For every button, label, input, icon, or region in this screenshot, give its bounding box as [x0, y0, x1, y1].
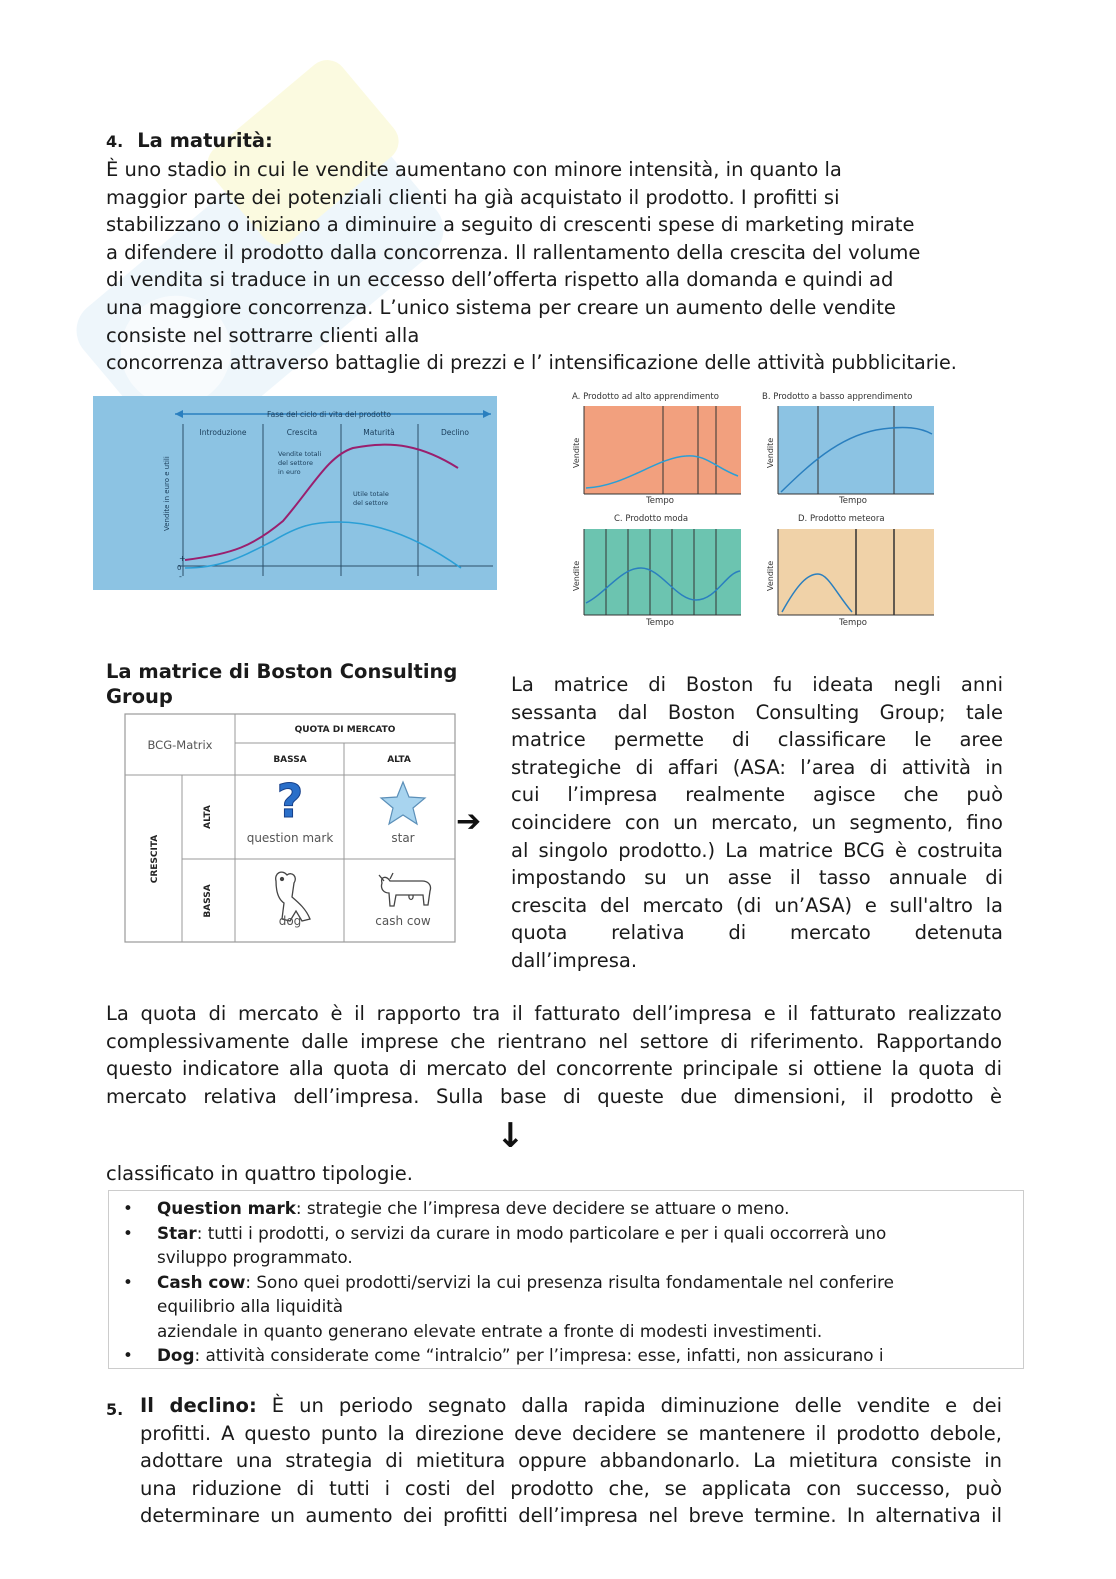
- row-alta: ALTA: [203, 805, 213, 829]
- arrow-right-icon: ➔: [456, 804, 482, 839]
- star-label: star: [391, 831, 415, 845]
- profit-label-1: Utile totale: [353, 490, 389, 498]
- sales-label-2: del settore: [278, 459, 313, 467]
- text-line: di vendita si traduce in un eccesso dell’offerta rispetto alla domanda e quindi ad: [106, 268, 894, 292]
- panel-a-ylabel: Vendite: [572, 437, 581, 468]
- panel-b-ylabel: Vendite: [766, 437, 775, 468]
- text-line: al singolo prodotto.) La matrice BCG è costruita: [511, 838, 1003, 862]
- text-line: La quota di mercato è il rapporto tra il fatturato dell’impresa e il fatturato realizzato: [106, 1002, 1002, 1025]
- quota-after: [106, 1160, 413, 1188]
- section-5-number: 5.: [106, 1400, 124, 1419]
- product-lifecycle-figure: [93, 396, 497, 590]
- text-line: crescita del mercato (di un’ASA) e sull'altro la: [511, 893, 1003, 917]
- section-4-paragraph: [106, 156, 1016, 377]
- phase-crescita: Crescita: [286, 428, 318, 437]
- sales-label-1: Vendite totali: [278, 450, 322, 458]
- term: Dog: [157, 1345, 195, 1365]
- term: Star: [157, 1222, 197, 1243]
- text-line: sessanta dal Boston Consulting Group; tale: [511, 700, 1003, 724]
- cash-cow-label: cash cow: [375, 914, 431, 928]
- panel-c-xlabel: Tempo: [646, 618, 674, 628]
- text-line: La matrice di Boston fu ideata negli anni: [511, 673, 1003, 696]
- list-item: [109, 1270, 1023, 1344]
- panel-a-xlabel: Tempo: [646, 496, 674, 506]
- bcg-matrix: [124, 713, 458, 945]
- list-item: [109, 1343, 1023, 1368]
- text-line: stabilizzano o iniziano a diminuire a seguito di crescenti spese di marketing mirate: [106, 213, 915, 237]
- text-line: classificato in quattro tipologie.: [106, 1162, 413, 1185]
- bullet: •: [123, 1345, 133, 1365]
- question-mark-icon: ?: [276, 774, 304, 828]
- text-line: quota relativa di mercato detenuta: [511, 921, 1003, 945]
- text-line: questo indicatore alla quota di mercato del concorrente principale si ottiene la quota di: [106, 1057, 1002, 1081]
- panel-d-xlabel: Tempo: [839, 618, 867, 628]
- bullet: •: [123, 1271, 133, 1292]
- bullet: •: [123, 1222, 133, 1243]
- panel-a-title: A. Prodotto ad alto apprendimento: [572, 392, 719, 402]
- text-line: una maggiore concorrenza. L’unico sistema per creare un aumento delle vendite: [106, 295, 896, 319]
- definition: equilibrio alla liquidità: [157, 1296, 344, 1316]
- text-line: mercato relativa dell’impresa. Sulla base di queste due dimensioni, il prodotto è: [106, 1084, 1002, 1108]
- quota-header: QUOTA DI MERCATO: [294, 725, 396, 735]
- text-line: determinare un aumento dei profitti dell’impresa nel breve termine. In alternativa il: [140, 1504, 1002, 1528]
- text-line: dall’impresa.: [511, 948, 638, 972]
- bcg-title-line: La matrice di Boston Consulting: [106, 660, 458, 683]
- definition: : strategie che l’impresa deve decidere se attuare o meno.: [295, 1198, 790, 1218]
- phase-introduzione: Introduzione: [199, 428, 247, 437]
- list-item: [109, 1196, 1023, 1221]
- bcg-title-line: Group: [106, 685, 173, 708]
- col-bassa: BASSA: [273, 755, 307, 765]
- text-line: [140, 1392, 1002, 1420]
- text-line: impostando su un asse il tasso annuale di: [511, 866, 1003, 890]
- crescita-label: CRESCITA: [150, 834, 160, 884]
- panel-b-title: B. Prodotto a basso apprendimento: [762, 392, 913, 402]
- text-line: maggior parte dei potenziali clienti ha già acquistato il prodotto. I profitti si: [106, 185, 840, 209]
- panel-c-title: C. Prodotto moda: [614, 514, 689, 524]
- term: Question mark: [157, 1198, 296, 1218]
- definition: sviluppo programmato.: [157, 1247, 353, 1267]
- definition: : tutti i prodotti, o servizi da curare in modo particolare e per i quali occorrerà uno: [196, 1222, 887, 1243]
- text-line: profitti. A questo punto la direzione deve decidere se mantenere il prodotto debole,: [140, 1421, 1002, 1445]
- text-line: complessivamente dalle imprese che rientrano nel settore di riferimento. Rapportando: [106, 1029, 1002, 1053]
- text-line: consiste nel sottrarre clienti alla: [106, 323, 420, 347]
- axis-minus: -: [179, 572, 182, 581]
- definition: aziendale in quanto generano elevate entrate a fronte di modesti investimenti.: [157, 1320, 823, 1341]
- bcg-title: [106, 659, 496, 709]
- profit-label-2: del settore: [353, 499, 388, 507]
- section-4-heading: [106, 129, 273, 152]
- panel-c-background: [584, 529, 741, 615]
- arrow-down-icon: ↓: [496, 1116, 525, 1156]
- panel-b-xlabel: Tempo: [839, 496, 867, 506]
- phase-declino: Declino: [440, 428, 470, 437]
- text-line: a difendere il prodotto dalla concorrenza. Il rallentamento della crescita del volume: [106, 240, 921, 264]
- sales-label-3: in euro: [278, 468, 301, 476]
- text-line: una riduzione di tutti i costi del prodotto che, se applicata con successo, può: [140, 1476, 1002, 1500]
- panel-c-ylabel: Vendite: [572, 560, 581, 591]
- bcg-matrix-label: BCG-Matrix: [147, 738, 213, 752]
- term: Cash cow: [157, 1271, 246, 1292]
- lifecycle-header: Fase del ciclo di vita del prodotto: [267, 410, 391, 419]
- lifecycle-patterns-figure: [566, 388, 952, 634]
- col-alta: ALTA: [387, 755, 411, 765]
- section-5-title: Il declino:: [140, 1394, 257, 1417]
- lifecycle-ylabel: Vendite in euro e utili: [163, 456, 171, 531]
- section-4-number: 4.: [106, 132, 124, 151]
- section-4-title: La maturità:: [137, 129, 273, 152]
- definition: : attività considerate come “intralcio” per l’impresa: esse, infatti, non assicurano i: [194, 1345, 884, 1365]
- panel-d-ylabel: Vendite: [766, 560, 775, 591]
- panel-b-background: [778, 406, 934, 494]
- bullet: •: [123, 1198, 133, 1218]
- axis-zero: 0: [177, 564, 182, 572]
- text-line: È uno stadio in cui le vendite aumentano con minore intensità, in quanto la: [106, 158, 842, 181]
- definition: : Sono quei prodotti/servizi la cui presenza risulta fondamentale nel conferire: [245, 1271, 894, 1292]
- panel-d-title: D. Prodotto meteora: [798, 514, 885, 524]
- dog-label: dog: [278, 914, 302, 928]
- text-line: matrice permette di classificare le aree: [511, 728, 1003, 752]
- section-5-first-line: È un periodo segnato dalla rapida diminuzione delle vendite e dei: [256, 1394, 1002, 1417]
- axis-plus: +: [179, 554, 186, 563]
- text-line: adottare una strategia di mietitura oppure abbandonarlo. La mietitura consiste in: [140, 1449, 1002, 1473]
- bcg-types-box: [108, 1190, 1024, 1369]
- phase-maturita: Maturità: [363, 428, 395, 437]
- section-5: [106, 1392, 1002, 1530]
- text-line: coincidere con un mercato, un segmento, fino: [511, 810, 1003, 834]
- question-mark-label: question mark: [246, 831, 334, 845]
- row-bassa: BASSA: [203, 884, 213, 918]
- lifecycle-background: [93, 396, 497, 590]
- quota-paragraph: [106, 1000, 1002, 1110]
- list-item: [109, 1221, 1023, 1270]
- text-line: cui l’impresa realmente agisce che può: [511, 783, 1003, 807]
- bcg-description: [511, 671, 1003, 975]
- text-line: strategiche di affari (ASA: l’area di attività in: [511, 755, 1003, 779]
- text-line: concorrenza attraverso battaglie di prezzi e l’ intensificazione delle attività pubblicitarie.: [106, 351, 957, 375]
